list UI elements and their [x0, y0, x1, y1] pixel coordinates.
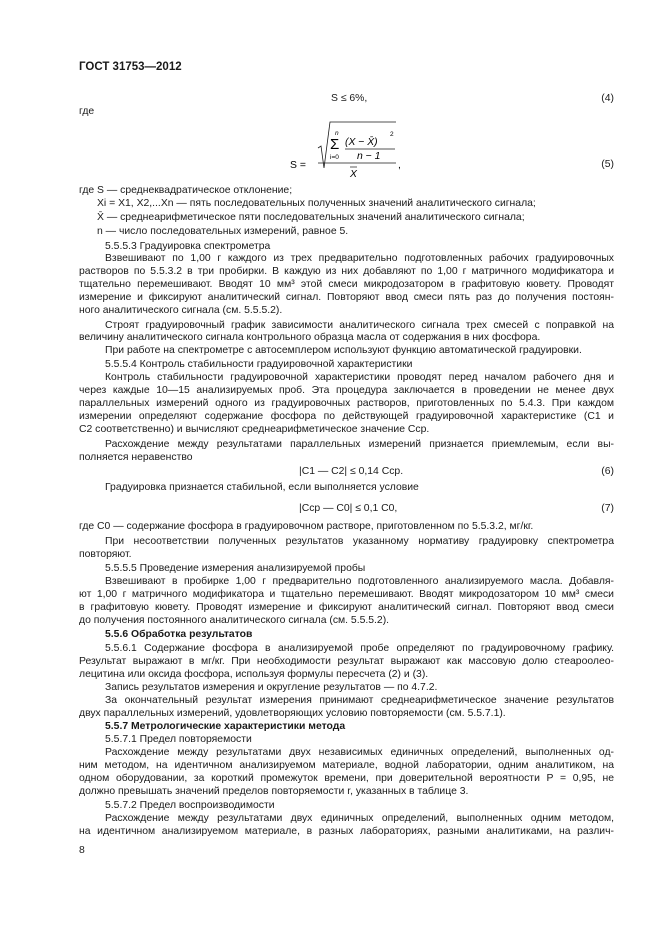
- paragraph-line: двух параллельных измерений, удовлетворяющих условию повторяемости (см. 5.5.7.1).: [79, 708, 506, 719]
- paragraph-line: должно превышать значений пределов повторяемости r, указанных в таблице 3.: [79, 786, 469, 797]
- formula-5-term-exp: 2: [390, 131, 394, 138]
- definition-xbar: X̄ — среднеарифметическое пяти последовательных значений аналитического сигнала;: [97, 212, 525, 223]
- formula-5-denominator: n − 1: [357, 151, 381, 162]
- where-label: где: [79, 106, 95, 117]
- paragraph-line: C2 соответственно) и вычисляют среднеарифметическое значение Cср.: [79, 424, 430, 435]
- paragraph-line: измерении определяют содержание фосфора по действующей градуировочной характеристике (C1 и: [79, 411, 614, 422]
- formula-5-lhs: S =: [290, 160, 306, 171]
- paragraph-line: Расхождение между результатами двух единичных определений, выполненных одним методом,: [105, 813, 614, 824]
- definition-s: где S — среднеквадратическое отклонение;: [79, 185, 293, 196]
- paragraph-line: За окончательный результат измерения принимают среднеарифметическое значение результатов: [105, 695, 614, 706]
- formula-6: |C1 — C2| ≤ 0,14 Cср.: [299, 466, 404, 477]
- paragraph-line: параллельных измерений одного из градуировочных растворов, приготовленных по 5.4.3. При каждом: [79, 398, 614, 409]
- formula-5-xbar: X: [350, 169, 357, 180]
- paragraph-line: Расхождение между результатами параллельных измерений признается приемлемым, если вы-: [105, 439, 614, 450]
- definition-xi: Xi = X1, X2,...Xn — пять последовательных полученных значений аналитического сигнала;: [97, 198, 536, 209]
- formula-5: [290, 118, 410, 180]
- paragraph-line: на идентичном анализируемом материале, в разных лабораториях, разными аналитиками, на различ-: [79, 826, 614, 837]
- paragraph-line: Строят градуировочный график зависимости аналитического сигнала трех смесей с поправкой на: [105, 320, 614, 331]
- paragraph-line: полняется неравенство: [79, 452, 193, 463]
- paragraph-line: Запись результатов измерения и округление результатов — по 4.7.2.: [105, 682, 438, 693]
- formula-4: S ≤ 6%,: [331, 93, 368, 104]
- paragraph-line: Расхождение между результатами двух независимых единичных определений, выполненных од-: [105, 747, 614, 758]
- document-header: ГОСТ 31753—2012: [79, 61, 182, 73]
- paragraph-line: ют 1,00 г матричного модификатора и тщательно перемешивают. Вводят микродозатором 10 мм³ смеси: [79, 589, 614, 600]
- paragraph-line: Взвешивают по 1,00 г каждого из трех предварительно подготовленных рабочих градуировочных: [105, 253, 614, 264]
- formula-5-number: (5): [601, 159, 614, 170]
- definition-c0: где C0 — содержание фосфора в градуировочном растворе, приготовленном по 5.5.3.2, мг/кг.: [79, 521, 534, 532]
- page-number: 8: [79, 845, 85, 856]
- paragraph-line: в графитовую кювету. Проводят измерение и фиксируют аналитический сигнал. Повторяют ввод смеси: [79, 602, 614, 613]
- paragraph-line: Градуировка признается стабильной, если выполняется условие: [105, 482, 419, 493]
- paragraph-line: При несоответствии полученных результатов указанному нормативу градуировку спектрометра: [105, 536, 614, 547]
- paragraph-line: измерение и фиксируют аналитический сигнал. Повторяют ввод смеси пять раз до получения постоян-: [79, 292, 614, 303]
- formula-5-sum-top: n: [335, 130, 339, 137]
- paragraph-line: ним методом, на идентичном анализируемом материале, водной лаборатории, одним аналитиком, на: [79, 760, 614, 771]
- formula-6-number: (6): [601, 466, 614, 477]
- formula-5-sum-bottom: i=0: [330, 154, 339, 161]
- paragraph-line: Взвешивают в пробирке 1,00 г предварительно подготовленного анализируемого масла. Добавля-: [105, 576, 614, 587]
- paragraph-line: Контроль стабильности градуировочной характеристики проводят перед началом рабочего дня и: [105, 372, 614, 383]
- formula-4-number: (4): [601, 93, 614, 104]
- section-5554-title: 5.5.5.4 Контроль стабильности градуировочной характеристики: [105, 359, 413, 370]
- paragraph-line: растворов по 5.5.3.2 в три пробирки. В каждую из них добавляют по 1,00 г матричного модификатора и: [79, 266, 614, 277]
- paragraph-line: 5.5.6.1 Содержание фосфора в анализируемой пробе определяют по градуировочному графику.: [105, 643, 614, 654]
- paragraph-line: Результат выражают в мг/кг. При необходимости результат выражают как массовую долю стеароолео-: [79, 656, 614, 667]
- paragraph-line: до получения постоянного аналитического сигнала (см. 5.5.5.2).: [79, 615, 390, 626]
- formula-5-comma: ,: [398, 160, 401, 171]
- paragraph-line: одном оборудовании, за короткий промежуток времени, при доверительной вероятности P = 0,95, не: [79, 773, 614, 784]
- paragraph-line: При работе на спектрометре с автосемплером используют функцию автоматической градуировки.: [105, 345, 582, 356]
- section-5555-title: 5.5.5.5 Проведение измерения анализируемой пробы: [105, 563, 366, 574]
- paragraph-line: величину аналитического сигнала контрольного образца масла от содержания в них фосфора.: [79, 332, 541, 343]
- section-557-title: 5.5.7 Метрологические характеристики метода: [105, 721, 346, 732]
- formula-5-sum: Σ: [330, 136, 340, 153]
- formula-5-term: (X − X̄): [345, 137, 378, 148]
- paragraph-line: лецитина или оксида фосфора, используя формулы пересчета (2) и (3).: [79, 669, 429, 680]
- paragraph-line: через каждые 10—15 анализируемых проб. Эта процедура заключается в проведении не менее двух: [79, 385, 614, 396]
- formula-7: |Cср — C0| ≤ 0,1 C0,: [299, 503, 398, 514]
- formula-7-number: (7): [601, 503, 614, 514]
- section-5572-title: 5.5.7.2 Предел воспроизводимости: [105, 800, 275, 811]
- definition-n: n — число последовательных измерений, равное 5.: [97, 226, 349, 237]
- section-556-title: 5.5.6 Обработка результатов: [105, 629, 253, 640]
- paragraph-line: ного аналитического сигнала (см. 5.5.5.2).: [79, 305, 283, 316]
- section-5571-title: 5.5.7.1 Предел повторяемости: [105, 734, 252, 745]
- section-5553-title: 5.5.5.3 Градуировка спектрометра: [105, 241, 271, 252]
- paragraph-line: повторяют.: [79, 549, 132, 560]
- paragraph-line: тщательно перемешивают. Вводят 10 мм³ этой смеси микродозатором в графитовую кювету. Проводят: [79, 279, 614, 290]
